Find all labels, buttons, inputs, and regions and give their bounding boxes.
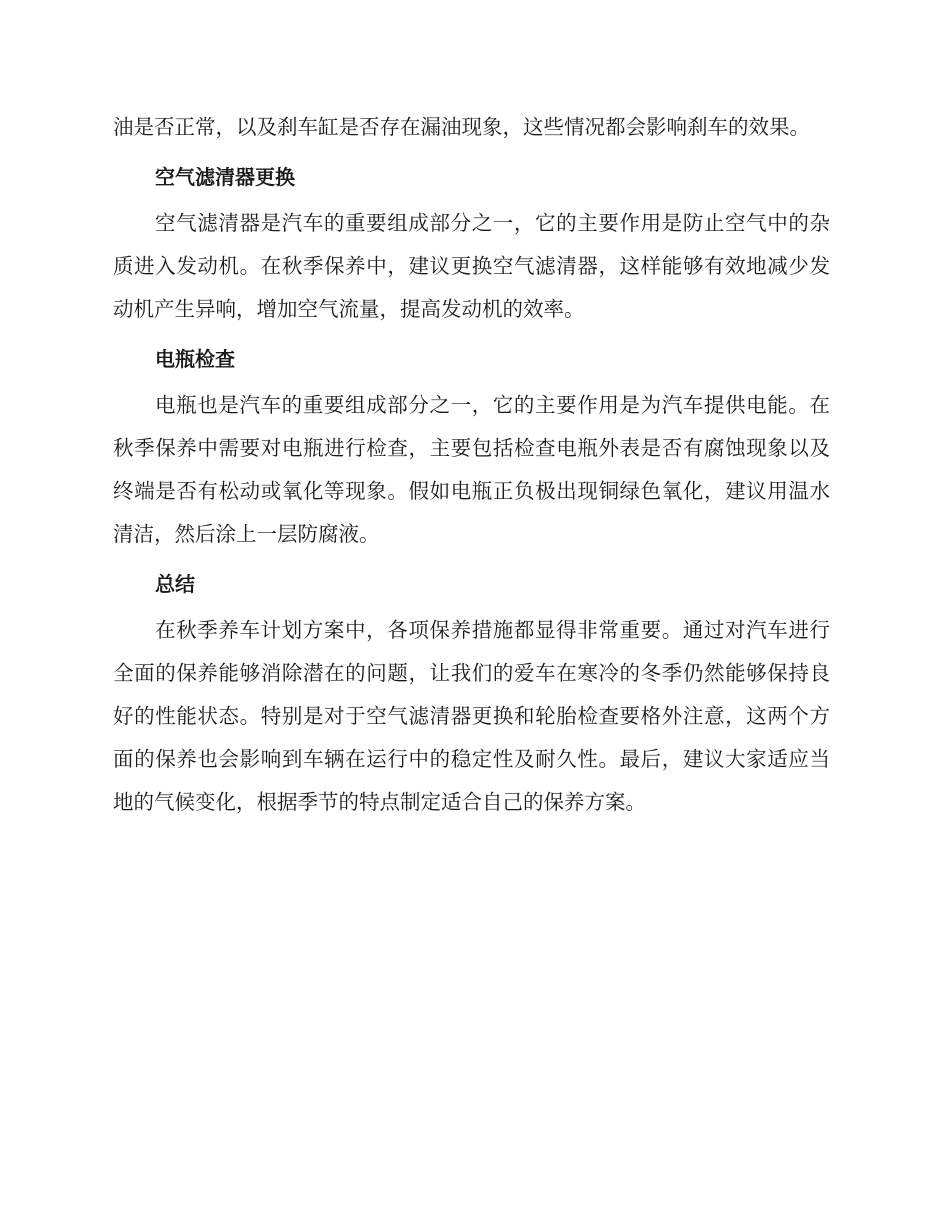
section-heading-battery-check: 电瓶检查	[155, 347, 235, 371]
section-heading-air-filter: 空气滤清器更换	[155, 165, 295, 189]
section-heading-summary: 总结	[155, 572, 195, 596]
section-body-battery-check: 电瓶也是汽车的重要组成部分之一，它的主要作用是为汽车提供电能。在秋季保养中需要对电瓶进行检查，主要包括检查电瓶外表是否有腐蚀现象以及终端是否有松动或氧化等现象。假如电瓶正负极出现铜绿色氧化，建议用温水清洁，然后涂上一层防腐液。	[113, 393, 830, 546]
section-battery-check	[113, 342, 830, 556]
section-body-air-filter: 空气滤清器是汽车的重要组成部分之一，它的主要作用是防止空气中的杂质进入发动机。在秋季保养中，建议更换空气滤清器，这样能够有效地减少发动机产生异响，增加空气流量，提高发动机的效率。	[113, 211, 830, 321]
section-body-summary: 在秋季养车计划方案中，各项保养措施都显得非常重要。通过对汽车进行全面的保养能够消除潜在的问题，让我们的爱车在寒冷的冬季仍然能够保持良好的性能状态。特别是对于空气滤清器更换和轮胎检查要格外注意，这两个方面的保养也会影响到车辆在运行中的稳定性及耐久性。最后，建议大家适应当地的气候变化，根据季节的特点制定适合自己的保养方案。	[113, 618, 830, 814]
section-summary	[113, 567, 830, 824]
section-air-filter	[113, 160, 830, 331]
intro-continuation-paragraph: 油是否正常，以及刹车缸是否存在漏油现象，这些情况都会影响刹车的效果。	[113, 115, 810, 139]
